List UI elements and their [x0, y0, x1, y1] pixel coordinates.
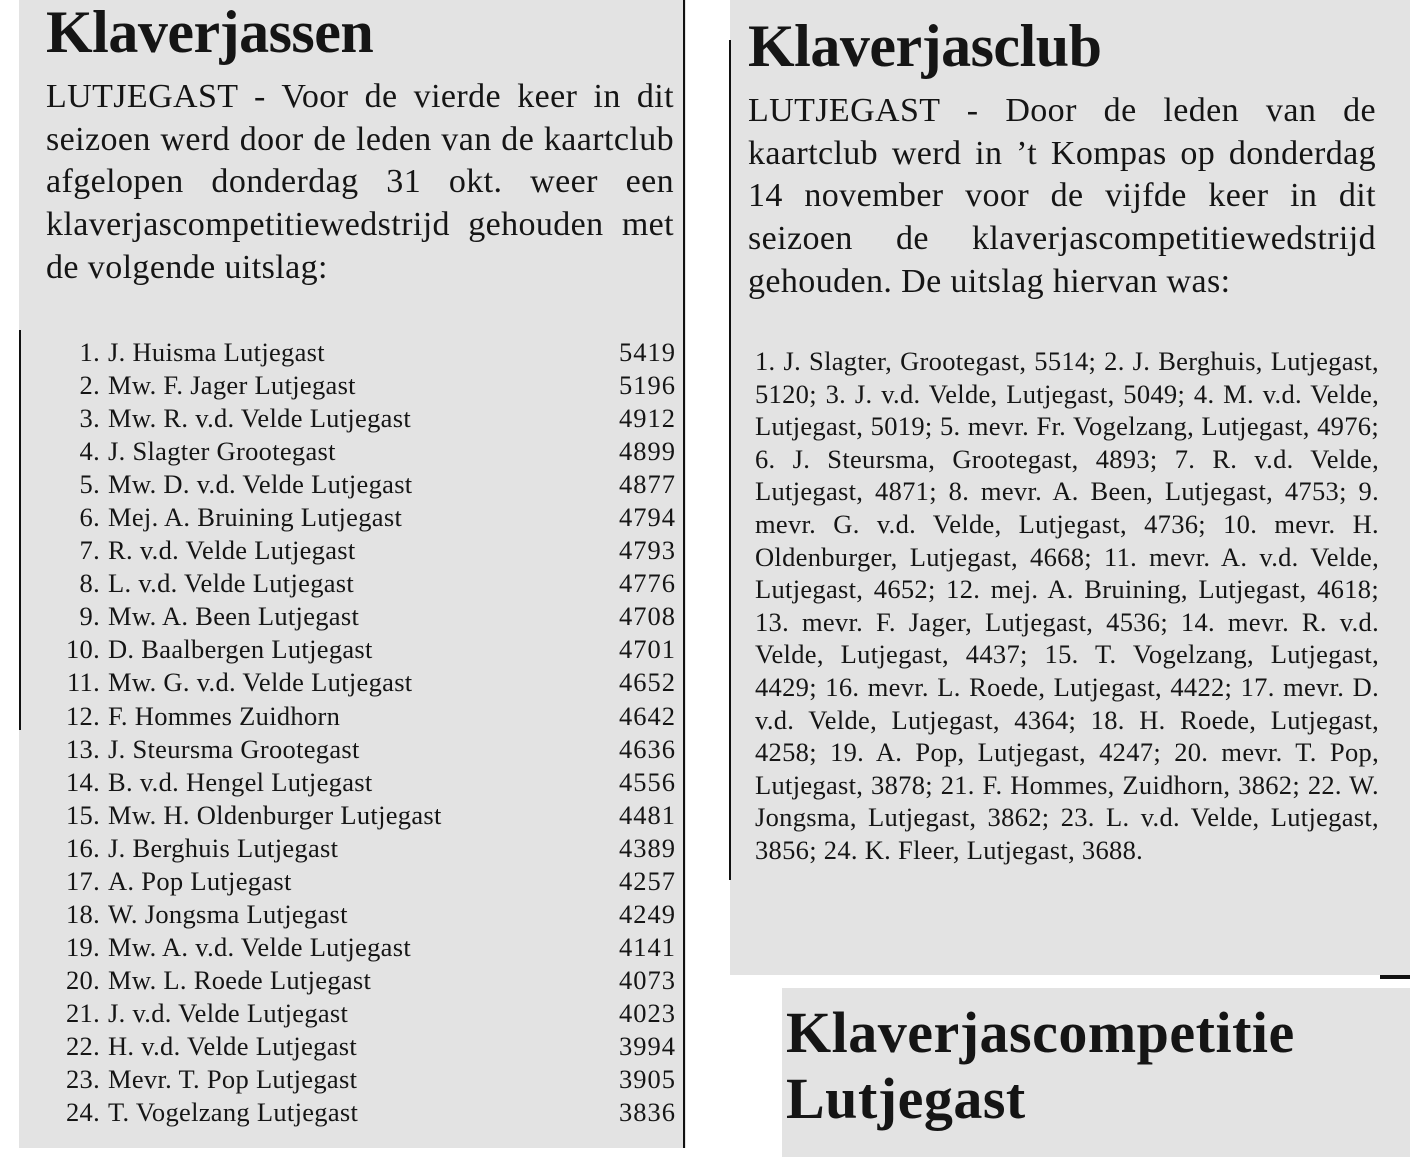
- result-name: D. Baalbergen Lutjegast: [108, 634, 373, 665]
- result-name: B. v.d. Hengel Lutjegast: [108, 766, 373, 797]
- result-rank: 5.: [79, 469, 100, 500]
- headline-klaverjassen: Klaverjassen: [46, 0, 374, 65]
- result-name: T. Vogelzang Lutjegast: [108, 1097, 359, 1128]
- result-score: 3905: [619, 1064, 676, 1095]
- result-row: [46, 898, 676, 931]
- result-row: [46, 865, 676, 898]
- result-score: 5419: [619, 337, 676, 368]
- result-rank: 3.: [79, 403, 100, 434]
- result-name: Mw. G. v.d. Velde Lutjegast: [108, 667, 413, 698]
- edge-line-left: [19, 330, 21, 730]
- result-row: [46, 1063, 676, 1096]
- result-row: [46, 369, 676, 402]
- result-score: 4141: [619, 931, 676, 962]
- result-rank: 11.: [66, 667, 100, 698]
- result-rank: 14.: [65, 766, 100, 797]
- result-score: 4912: [619, 403, 676, 434]
- result-score: 4652: [619, 667, 676, 698]
- result-score: 4389: [619, 832, 676, 863]
- result-rank: 13.: [65, 733, 100, 764]
- headline-line-2: Lutjegast: [786, 1066, 1026, 1131]
- result-score: 4776: [619, 568, 676, 599]
- result-row: [46, 567, 676, 600]
- result-rank: 21.: [65, 997, 100, 1028]
- result-score: 4249: [619, 898, 676, 929]
- result-rank: 10.: [65, 634, 100, 665]
- results-paragraph: 1. J. Slagter, Grootegast, 5514; 2. J. Berghuis, Lutjegast, 5120; 3. J. v.d. Velde, Lutjegast, 5049; 4. M. v.d. Velde, Lutjegast, 5019; 5. mevr. Fr. Vogelzang, Lutjegast, 4976; 6. J. Steursma, Grootegast, 4893; 7. R. v.d. Velde, Lutjegast, 4871; 8. mevr. A. Been, Lutjegast, 4753; 9. mevr. G. v.d. Velde, Lutjegast, 4736; 10. mevr. H. Oldenburger, Lutjegast, 4668; 11. mevr. A. v.d. Velde, Lutjegast, 4652; 12. mej. A. Bruining, Lutjegast, 4618; 13. mevr. F. Jager, Lutjegast, 4536; 14. mevr. R. v.d. Velde, Lutjegast, 4437; 15. T. Vogelzang, Lutjegast, 4429; 16. mevr. L. Roede, Lutjegast, 4422; 17. mevr. D. v.d. Velde, Lutjegast, 4364; 18. H. Roede, Lutjegast, 4258; 19. A. Pop, Lutjegast, 4247; 20. mevr. T. Pop, Lutjegast, 3878; 21. F. Hommes, Zuidhorn, 3862; 22. W. Jongsma, Lutjegast, 3862; 23. L. v.d. Velde, Lutjegast, 3856; 24. K. Fleer, Lutjegast, 3688.: [755, 346, 1379, 865]
- result-row: [46, 501, 676, 534]
- result-score: 4793: [619, 535, 676, 566]
- result-name: Mw. A. Been Lutjegast: [108, 601, 360, 632]
- result-name: J. v.d. Velde Lutjegast: [108, 997, 349, 1028]
- result-score: 5196: [619, 370, 676, 401]
- result-score: 4481: [619, 799, 676, 830]
- result-row: [46, 964, 676, 997]
- result-name: L. v.d. Velde Lutjegast: [108, 568, 355, 599]
- result-rank: 20.: [65, 964, 100, 995]
- result-row: [46, 402, 676, 435]
- result-name: Mw. L. Roede Lutjegast: [108, 964, 372, 995]
- result-score: 4708: [619, 601, 676, 632]
- result-score: 4794: [619, 502, 676, 533]
- result-rank: 15.: [65, 799, 100, 830]
- headline-line-1: Klaverjascompetitie: [786, 1000, 1295, 1065]
- result-rank: 19.: [65, 931, 100, 962]
- result-rank: 8.: [79, 568, 100, 599]
- result-score: 4636: [619, 733, 676, 764]
- result-score: 4556: [619, 766, 676, 797]
- headline-klaverjasclub: Klaverjasclub: [748, 13, 1102, 79]
- result-row: [46, 1030, 676, 1063]
- result-row: [46, 733, 676, 766]
- result-rank: 2.: [79, 370, 100, 401]
- result-rank: 22.: [65, 1031, 100, 1061]
- result-name: J. Slagter Grootegast: [108, 436, 336, 467]
- result-name: Mw. R. v.d. Velde Lutjegast: [108, 403, 412, 434]
- result-row: [46, 931, 676, 964]
- result-rank: 1.: [79, 337, 100, 368]
- result-rank: 24.: [65, 1097, 100, 1128]
- result-row: [46, 336, 676, 369]
- results-table: [46, 336, 676, 1129]
- result-score: 4642: [619, 700, 676, 731]
- result-row: [46, 997, 676, 1030]
- result-name: F. Hommes Zuidhorn: [108, 700, 341, 731]
- result-score: 4023: [619, 997, 676, 1028]
- result-name: Mw. D. v.d. Velde Lutjegast: [108, 469, 413, 500]
- result-score: 3994: [619, 1031, 676, 1061]
- result-score: 4877: [619, 469, 676, 500]
- edge-line-bottom: [1380, 975, 1410, 979]
- result-name: Mevr. T. Pop Lutjegast: [108, 1064, 358, 1095]
- result-rank: 6.: [79, 502, 100, 533]
- result-row: [46, 799, 676, 832]
- edge-line-left-inner: [683, 0, 685, 1148]
- result-name: J. Berghuis Lutjegast: [108, 832, 339, 863]
- result-name: Mej. A. Bruining Lutjegast: [108, 502, 403, 533]
- edge-line-right: [729, 40, 731, 880]
- result-name: J. Huisma Lutjegast: [108, 337, 325, 368]
- result-row: [46, 633, 676, 666]
- result-name: Mw. H. Oldenburger Lutjegast: [108, 799, 442, 830]
- result-score: 4257: [619, 865, 676, 896]
- result-row: [46, 468, 676, 501]
- intro-right: LUTJEGAST - Door de leden van de kaartclub werd in ’t Kompas op donderdag 14 november voor de vijfde keer in dit seizoen de klaverjascompetitiewedstrijd gehouden. De uitslag hiervan was:: [748, 92, 1376, 300]
- result-rank: 7.: [79, 535, 100, 566]
- result-row: [46, 534, 676, 567]
- result-rank: 9.: [79, 601, 100, 632]
- result-name: W. Jongsma Lutjegast: [108, 898, 348, 929]
- result-row: [46, 766, 676, 799]
- result-row: [46, 666, 676, 699]
- result-score: 4899: [619, 436, 676, 467]
- intro-left: LUTJEGAST - Voor de vierde keer in dit seizoen werd door de leden van de kaartclub afgelopen donderdag 31 okt. weer een klaverjascompetitiewedstrijd gehouden met de volgende uitslag:: [46, 78, 674, 286]
- result-row: [46, 1096, 676, 1129]
- result-score: 4701: [619, 634, 676, 665]
- result-score: 4073: [619, 964, 676, 995]
- result-row: [46, 435, 676, 468]
- result-row: [46, 700, 676, 733]
- result-row: [46, 832, 676, 865]
- result-rank: 12.: [65, 700, 100, 731]
- result-name: H. v.d. Velde Lutjegast: [108, 1031, 358, 1061]
- result-rank: 17.: [65, 865, 100, 896]
- result-row: [46, 600, 676, 633]
- result-name: R. v.d. Velde Lutjegast: [108, 535, 356, 566]
- result-name: Mw. F. Jager Lutjegast: [108, 370, 356, 401]
- headline-klaverjascompetitie: [786, 1000, 1295, 1132]
- result-rank: 4.: [79, 436, 100, 467]
- result-name: Mw. A. v.d. Velde Lutjegast: [108, 931, 412, 962]
- result-rank: 18.: [65, 898, 100, 929]
- result-rank: 16.: [65, 832, 100, 863]
- result-rank: 23.: [65, 1064, 100, 1095]
- result-score: 3836: [619, 1097, 676, 1128]
- result-name: J. Steursma Grootegast: [108, 733, 360, 764]
- result-name: A. Pop Lutjegast: [108, 865, 292, 896]
